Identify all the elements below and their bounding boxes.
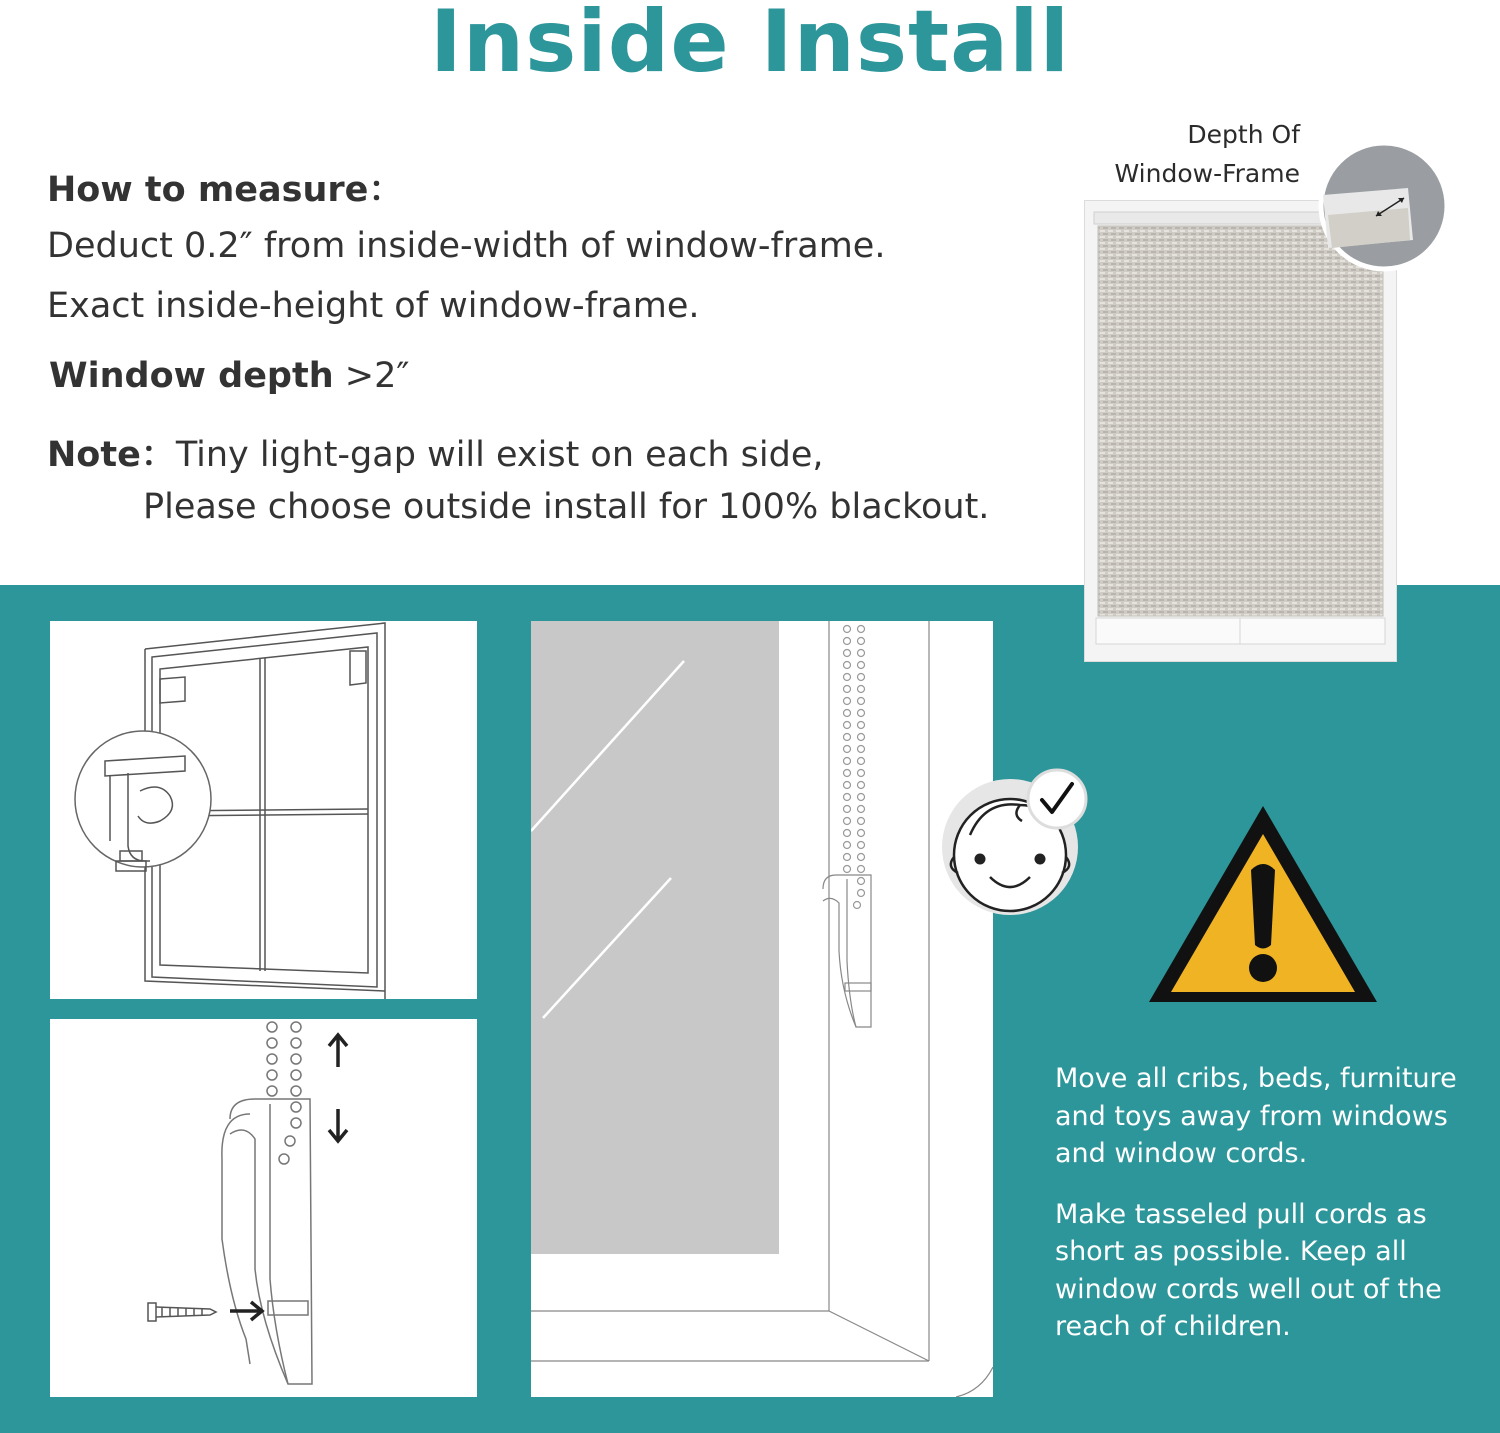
bracket-install-panel	[50, 621, 477, 999]
safety-line: Move all cribs, beds, furniture	[1055, 1063, 1457, 1094]
window-cord-illustration	[531, 621, 993, 1397]
safety-line: reach of children.	[1055, 1311, 1291, 1342]
cord-cleat-illustration	[50, 1019, 477, 1397]
warning-icon	[1143, 800, 1383, 1008]
note-label: Note：	[47, 435, 176, 475]
arrow-up-icon	[329, 1035, 347, 1067]
safety-line: short as possible. Keep all	[1055, 1236, 1407, 1267]
note-line	[47, 427, 824, 477]
frame-depth-label-line1: Depth Of	[1187, 120, 1300, 149]
safety-line: and window cords.	[1055, 1138, 1308, 1169]
measure-heading: How to measure：	[47, 170, 404, 210]
window-depth-value: >2″	[333, 356, 410, 396]
note-text-1: Tiny light-gap will exist on each side,	[175, 435, 824, 475]
window-cord-panel	[531, 621, 993, 1397]
frame-depth-zoom-icon	[1318, 140, 1452, 274]
measure-line-height: Exact inside-height of window-frame.	[47, 286, 700, 326]
note-text-2: Please choose outside install for 100% blackout.	[143, 487, 990, 527]
frame-depth-label	[1060, 115, 1300, 193]
window-depth-line	[49, 356, 409, 396]
measure-line-width: Deduct 0.2″ from inside-width of window-frame.	[47, 226, 886, 266]
window-bracket-illustration	[50, 621, 477, 999]
safety-line: window cords well out of the	[1055, 1273, 1442, 1305]
arrow-down-icon	[329, 1109, 347, 1141]
screw-icon	[148, 1303, 216, 1321]
safety-line: Make tasseled pull cords as	[1055, 1198, 1427, 1230]
page-title: Inside Install	[429, 0, 1071, 92]
safety-text	[1055, 1060, 1475, 1346]
frame-depth-label-line2: Window-Frame	[1114, 159, 1300, 188]
cord-cleat-panel	[50, 1019, 477, 1397]
safety-line: and toys away from windows	[1055, 1100, 1448, 1132]
checkmark-icon	[1026, 768, 1088, 830]
window-depth-label: Window depth	[49, 356, 334, 396]
